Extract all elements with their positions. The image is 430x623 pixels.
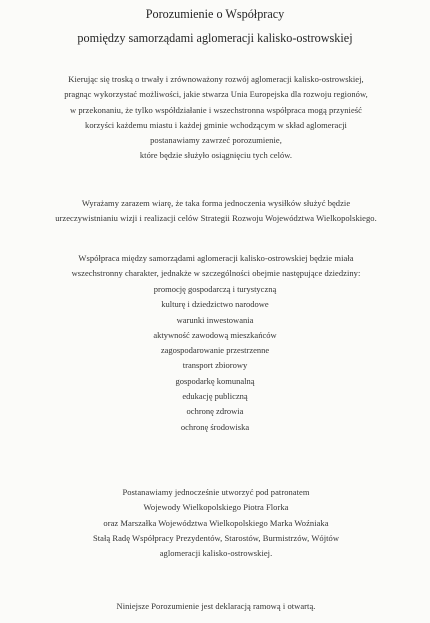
list-item: edukację publiczną bbox=[182, 391, 248, 402]
council-line-3: oraz Marszałka Województwa Wielkopolskiego Marka Woźniaka bbox=[103, 517, 329, 528]
council-line-2: Wojewody Wielkopolskiego Piotra Florka bbox=[143, 502, 289, 513]
list-item: gospodarkę komunalną bbox=[175, 375, 255, 386]
domains-list bbox=[0, 282, 430, 435]
intro-line-3: w przekonaniu, że tylko współdziałanie i wszechstronna współpraca mogą przynieść bbox=[70, 104, 362, 115]
list-item: kulturę i dziedzictwo narodowe bbox=[161, 299, 269, 310]
intro-line-5: postanawiamy zawrzeć porozumienie, bbox=[150, 135, 282, 146]
scope-line-2: wszechstronny charakter, jednakże w szczególności obejmie następujące dziedziny: bbox=[71, 268, 361, 279]
list-item: warunki inwestowania bbox=[176, 314, 254, 325]
scope-line-1: Współpraca między samorządami aglomeracji kalisko-ostrowskiej będzie miała bbox=[78, 253, 354, 263]
closing-line-1: Niniejsze Porozumienie jest deklaracją ramową i otwartą. bbox=[116, 601, 316, 611]
list-item: zagospodarowanie przestrzenne bbox=[160, 345, 270, 356]
intro-line-1: Kierując się troską o trwały i zrównoważony rozwój aglomeracji kalisko-ostrowskiej, bbox=[68, 74, 364, 84]
title-line-2: pomiędzy samorządami aglomeracji kalisko-ostrowskiej bbox=[77, 31, 353, 45]
paragraph-council bbox=[40, 485, 392, 561]
list-item: ochronę środowiska bbox=[180, 421, 250, 432]
belief-line-1: Wyrażamy zarazem wiarę, że taka forma jednoczenia wysiłków służyć będzie bbox=[81, 198, 351, 208]
paragraph-scope bbox=[40, 251, 392, 282]
paragraph-belief bbox=[40, 196, 392, 227]
list-item: ochronę zdrowia bbox=[186, 406, 244, 417]
title-line-1: Porozumienie o Współpracy bbox=[145, 7, 285, 21]
paragraph-intro bbox=[40, 72, 392, 164]
intro-line-2: pragnąc wykorzystać możliwości, jakie stwarza Unia Europejska dla rozwoju regionów, bbox=[64, 89, 368, 100]
document-title bbox=[0, 6, 430, 47]
council-line-1: Postanawiamy jednocześnie utworzyć pod patronatem bbox=[122, 487, 310, 497]
council-line-5: aglomeracji kalisko-ostrowskiej. bbox=[159, 548, 273, 559]
list-item: promocję gospodarczą i turystyczną bbox=[153, 284, 277, 294]
council-line-4: Stałą Radę Współpracy Prezydentów, Starostów, Burmistrzów, Wójtów bbox=[92, 532, 340, 543]
list-item: aktywność zawodową mieszkańców bbox=[153, 329, 277, 340]
intro-line-6: które będzie służyło osiągnięciu tych celów. bbox=[139, 150, 293, 161]
belief-line-2: urzeczywistnianiu wizji i realizacji celów Strategii Rozwoju Województwa Wielkopolskiego. bbox=[55, 213, 377, 224]
paragraph-closing bbox=[40, 599, 392, 614]
list-item: transport zbiorowy bbox=[182, 360, 248, 371]
intro-line-4: korzyści każdemu miastu i każdej gminie wchodzącym w skład aglomeracji bbox=[85, 119, 347, 130]
